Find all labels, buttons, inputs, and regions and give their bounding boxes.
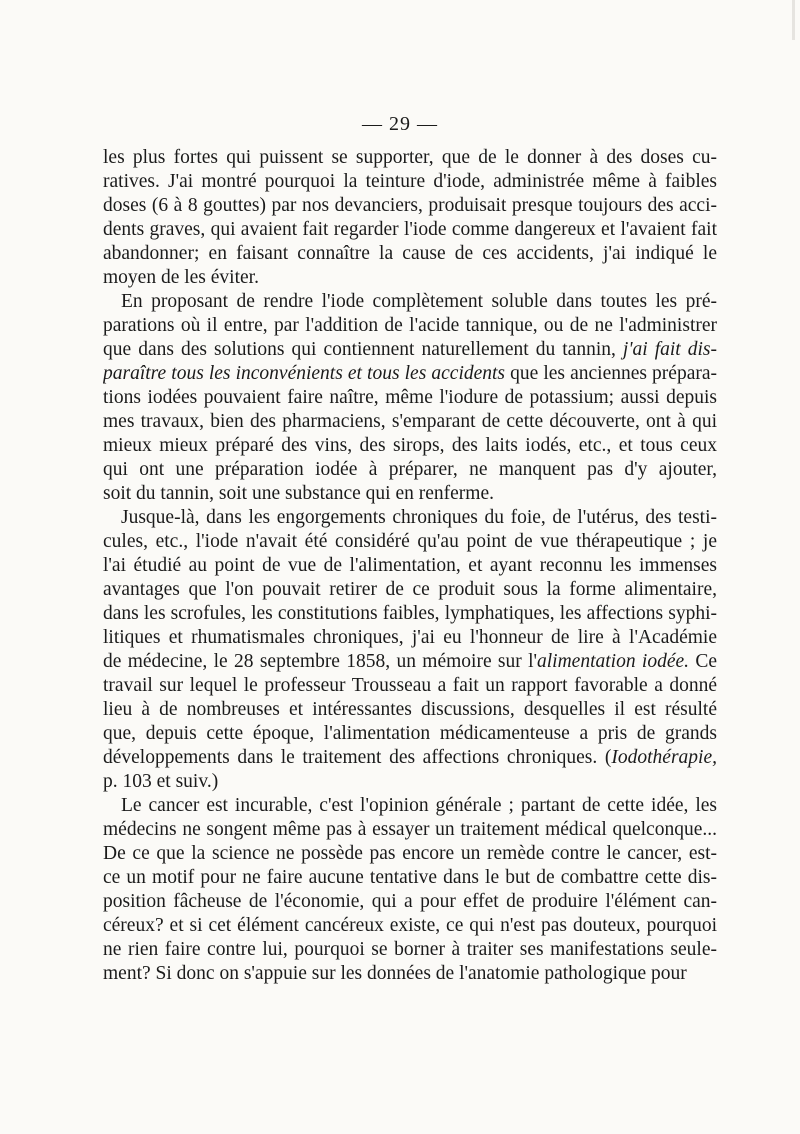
text-line: ment? Si donc on s'appuie sur les données de l'anatomie pathologique pour <box>103 963 687 984</box>
italic-text-run: paraître tous les inconvénients et tous les accidents <box>103 363 506 384</box>
text-line: tions iodées pouvaient faire naître, même l'iodure de potassium; aussi depuis <box>103 387 717 408</box>
body-text <box>103 146 717 986</box>
italic-text-run: j'ai fait dis- <box>622 339 717 360</box>
text-line: position fâcheuse de l'économie, qui a pour effet de produire l'élément can- <box>103 891 717 912</box>
text-line: mieux mieux préparé des vins, des sirops, des laits iodés, etc., et tous ceux <box>103 435 717 456</box>
text-line: lieu à de nombreuses et intéressantes discussions, desquelles il est résulté <box>103 699 717 720</box>
text-line: mes travaux, bien des pharmaciens, s'emparant de cette découverte, ont à qui <box>103 411 717 432</box>
text-line: moyen de les éviter. <box>103 267 259 288</box>
text-line: Le cancer est incurable, c'est l'opinion générale ; partant de cette idée, les <box>121 795 717 816</box>
text-line <box>103 746 717 770</box>
text-line: qui ont une préparation iodée à préparer, ne manquent pas d'y ajouter, <box>103 459 717 480</box>
text-line: l'ai étudié au point de vue de l'alimentation, et ayant reconnu les immenses <box>103 555 717 576</box>
text-line: Jusque-là, dans les engorgements chroniques du foie, de l'utérus, des testi- <box>121 507 717 528</box>
text-line: travail sur lequel le professeur Trousseau a fait un rapport favorable a donné <box>103 675 717 696</box>
scan-edge-mark <box>792 0 795 40</box>
text-line: De ce que la science ne possède pas encore un remède contre le cancer, est- <box>103 843 717 864</box>
text-line: dents graves, qui avaient fait regarder l'iode comme dangereux et l'avaient fait <box>103 219 717 240</box>
italic-text-run: alimentation iodée. <box>537 651 690 672</box>
text-line: avantages que l'on pouvait retirer de ce produit sous la forme alimentaire, <box>103 579 717 600</box>
text-line: médecins ne songent même pas à essayer un traitement médical quelconque... <box>103 819 717 840</box>
text-line: soit du tannin, soit une substance qui en renferme. <box>103 483 494 504</box>
text-run: Ce <box>689 651 717 672</box>
text-line <box>103 362 717 386</box>
text-line: ratives. J'ai montré pourquoi la teinture d'iode, administrée même à faibles <box>103 171 717 192</box>
page-number: — 29 — <box>362 113 438 135</box>
text-run: que dans des solutions qui contiennent naturellement du tannin, <box>103 339 623 360</box>
text-line: doses (6 à 8 gouttes) par nos devanciers, produisait presque toujours des acci- <box>103 195 717 216</box>
text-line: abandonner; en faisant connaître la cause de ces accidents, j'ai indiqué le <box>103 243 717 264</box>
text-line <box>103 650 717 674</box>
text-run: de médecine, le 28 septembre 1858, un mémoire sur l' <box>103 651 538 672</box>
text-line: céreux? et si cet élément cancéreux existe, ce qui n'est pas douteux, pourquoi <box>103 915 717 936</box>
text-line: dans les scrofules, les constitutions faibles, lymphatiques, les affections syphi- <box>103 603 717 624</box>
text-line: litiques et rhumatismales chroniques, j'ai eu l'honneur de lire à l'Académie <box>103 627 717 648</box>
text-line: ce un motif pour ne faire aucune tentative dans le but de combattre cette dis- <box>103 867 717 888</box>
text-line: cules, etc., l'iode n'avait été considéré qu'au point de vue thérapeutique ; je <box>103 531 717 552</box>
italic-text-run: Iodothérapie, <box>611 747 717 768</box>
text-line: ne rien faire contre lui, pourquoi se borner à traiter ses manifestations seule- <box>103 939 717 960</box>
text-line: les plus fortes qui puissent se supporter, que de le donner à des doses cu- <box>103 147 717 168</box>
text-run: que les anciennes prépara- <box>505 363 717 384</box>
text-line <box>103 338 717 362</box>
text-line: p. 103 et suiv.) <box>103 771 219 792</box>
text-run: développements dans le traitement des affections chroniques. ( <box>103 747 612 768</box>
text-line: parations où il entre, par l'addition de l'acide tannique, ou de ne l'administrer <box>103 315 717 336</box>
text-line: En proposant de rendre l'iode complètement soluble dans toutes les pré- <box>121 291 717 312</box>
text-line: que, depuis cette époque, l'alimentation médicamenteuse a pris de grands <box>103 723 717 744</box>
